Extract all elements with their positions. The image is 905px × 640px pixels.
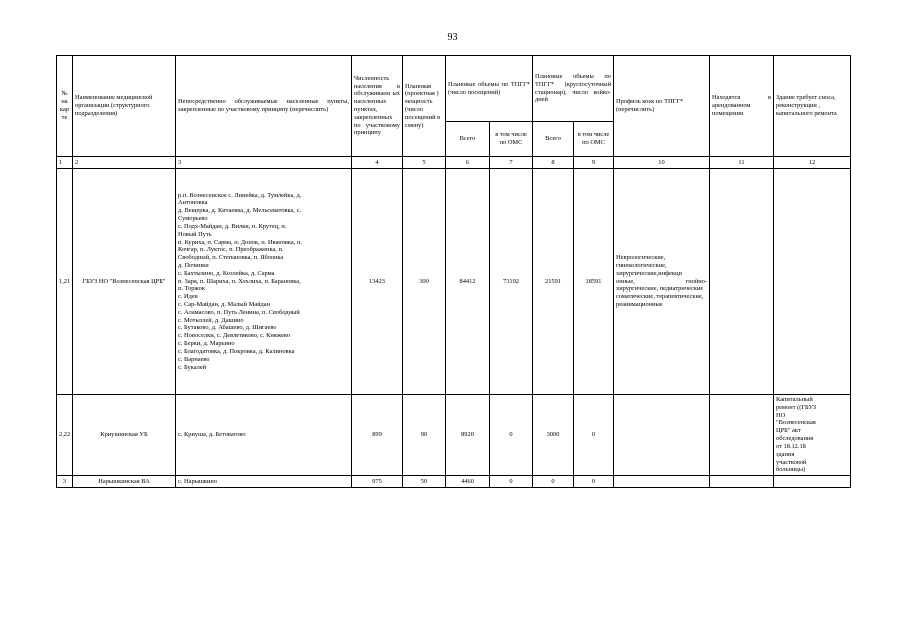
beds-oms-value: 18591: [574, 169, 614, 395]
settlement-line: с. Аламасово, п. Путь Ленина, п. Свободный: [178, 308, 300, 316]
settlement-line: д. Починки: [178, 261, 209, 269]
visits-total-value: 8920: [446, 395, 490, 476]
rented-value: [710, 169, 774, 395]
column-number: 2: [73, 157, 176, 169]
table-row: [57, 476, 851, 488]
rented-value: [710, 476, 774, 488]
settlement-line: с. Мотызлей, д. Дашино: [178, 316, 244, 324]
table-row: [57, 395, 851, 476]
settlement-line: Суморьево: [178, 215, 208, 223]
repair-line: участковой: [776, 458, 807, 466]
settlements-list: [176, 169, 352, 395]
header-cell-capacity: Плановая (проектная ) мощность (число посещений в смену): [403, 56, 446, 157]
subheader-visits-oms: в том числе по ОМС: [490, 122, 533, 157]
repair-line: больницы): [776, 466, 806, 474]
repair-line: ЦРБ" акт: [776, 427, 801, 435]
organization-name: ГБУЗ НО "Вознесенская ЦРБ": [73, 169, 176, 395]
row-number: 3: [57, 476, 73, 488]
settlement-line: с. Новоселки, с. Девлетяково, с. Княжево: [178, 332, 291, 340]
header-cell-repair: Здание требует сноса, реконструкции , капитального ремонта: [774, 56, 851, 157]
row-number: 2,22: [57, 395, 73, 476]
organization-name: Нарышкинская ВА: [73, 476, 176, 488]
row-number: 1,21: [57, 169, 73, 395]
settlement-line: с. Благодатовка, д. Покровка, д. Калиновка: [178, 347, 295, 355]
column-number: 11: [710, 157, 774, 169]
capacity-value: 300: [403, 169, 446, 395]
page-number: 93: [447, 32, 458, 43]
column-number: 9: [574, 157, 614, 169]
settlement-line: с. Берки, д. Марьино: [178, 340, 235, 348]
settlement-line: с. Подх-Майдан, д. Вилки, п. Крутец, п.: [178, 222, 287, 230]
settlement-line: с. Идев: [178, 293, 198, 301]
visits-total-value: 4460: [446, 476, 490, 488]
subheader-visits-total: Всего: [446, 122, 490, 157]
column-number: 7: [490, 157, 533, 169]
settlement-line: Свободный, п. Степановка, п. Яблонка: [178, 254, 284, 262]
beds-total-value: 3000: [533, 395, 574, 476]
table-row: [57, 169, 851, 395]
column-number: 6: [446, 157, 490, 169]
visits-oms-value: 73192: [490, 169, 533, 395]
column-number: 4: [352, 157, 403, 169]
repair-value: [774, 476, 851, 488]
settlements-list: с. Криуша, д. Бетоватово: [176, 395, 352, 476]
header-row: [57, 56, 851, 122]
subheader-beds-oms: в том числе по ОМС: [574, 122, 614, 157]
header-cell-planned-bed-days: Плановые объемы по ТПГГ* (круглосуточный стационар), число койко-дней: [533, 56, 614, 122]
repair-line: НО: [776, 411, 786, 419]
capacity-value: 50: [403, 476, 446, 488]
visits-total-value: 84412: [446, 169, 490, 395]
settlement-line: с. Бахтызино, д. Козлейка, д. Сарма: [178, 269, 275, 277]
header-cell-bed-profile: Профиль коек по ТПГГ* (перечислить): [614, 56, 710, 157]
repair-value: [774, 169, 851, 395]
column-number: 10: [614, 157, 710, 169]
population-value: 13423: [352, 169, 403, 395]
beds-total-value: 21591: [533, 169, 574, 395]
repair-line: обследования: [776, 435, 814, 443]
header-cell-population: Численность населения в обслуживаем ых населенных пунктах, закрепленных по участковому принципу: [352, 56, 403, 157]
organization-name: Криушинская УБ: [73, 395, 176, 476]
settlements-list: с. Нарышкино: [176, 476, 352, 488]
bed-profile-text: [614, 395, 710, 476]
header-cell-planned-visits: Плановые объемы по ТПГГ* (число посещений): [446, 56, 533, 122]
settlement-line: Кочгар, п. Луктос, п. Преображенка, п.: [178, 246, 284, 254]
capacity-value: 90: [403, 395, 446, 476]
header-cell-rented: Находятся в арендованном помещении: [710, 56, 774, 157]
column-number: 3: [176, 157, 352, 169]
settlement-line: с. Букалей: [178, 363, 207, 371]
repair-line: Капитальный: [776, 396, 813, 403]
column-number: 8: [533, 157, 574, 169]
settlement-line: п. Куриха, п. Сарма, п. Донок, п. Ивановка, п.: [178, 238, 302, 246]
subheader-beds-total: Всего: [533, 122, 574, 157]
visits-oms-value: 0: [490, 395, 533, 476]
settlement-line: п. Заря, п. Шариха, п. Хохлиха, п. Барановка,: [178, 277, 301, 285]
column-number: 5: [403, 157, 446, 169]
settlement-line: Новый Путь: [178, 230, 212, 238]
header-cell-settlements: Непосредственно обслуживаемые населенные пункты, закрепленные по участковому принципу (перечислить): [176, 56, 352, 157]
header-cell-organization: Наименование медицинской организации (структурного подразделения): [73, 56, 176, 157]
settlement-line: р.п. Вознесенское с. Линейка, д. Тумлейка, д.: [178, 191, 302, 199]
visits-oms-value: 0: [490, 476, 533, 488]
bed-profile-text: Неврологические, гинекологические, хирургические,инфекци онные, гнойно- хирургические, педиатрические соматические, терапевтические, реанимационные: [614, 169, 710, 395]
settlement-line: с. Сар-Майдан, д. Малый Майдан: [178, 301, 271, 309]
settlement-line: Антоновка: [178, 199, 208, 207]
repair-line: от 18.12.18: [776, 442, 806, 450]
beds-oms-value: 0: [574, 395, 614, 476]
settlement-line: п. Торжок: [178, 285, 205, 293]
column-number: 12: [774, 157, 851, 169]
column-number-row: [57, 157, 851, 169]
repair-value: [774, 395, 851, 476]
header-cell-number: № на кар те: [57, 56, 73, 157]
repair-line: здания: [776, 450, 795, 458]
settlement-line: с. Бутаково, д. Абашево, д. Шигаево: [178, 324, 277, 332]
rented-value: [710, 395, 774, 476]
column-number: 1: [57, 157, 73, 169]
beds-total-value: 0: [533, 476, 574, 488]
settlement-line: д. Вещерка, д. Китаевка, д. Мельсеватовка, с.: [178, 207, 302, 215]
settlement-line: с. Варнаево: [178, 355, 210, 363]
bed-profile-text: [614, 476, 710, 488]
facilities-table: [56, 55, 851, 488]
repair-line: ремонт ((ГБУЗ: [776, 403, 817, 411]
beds-oms-value: 0: [574, 476, 614, 488]
population-value: 975: [352, 476, 403, 488]
population-value: 899: [352, 395, 403, 476]
repair-line: "Вознесенская: [776, 419, 816, 427]
